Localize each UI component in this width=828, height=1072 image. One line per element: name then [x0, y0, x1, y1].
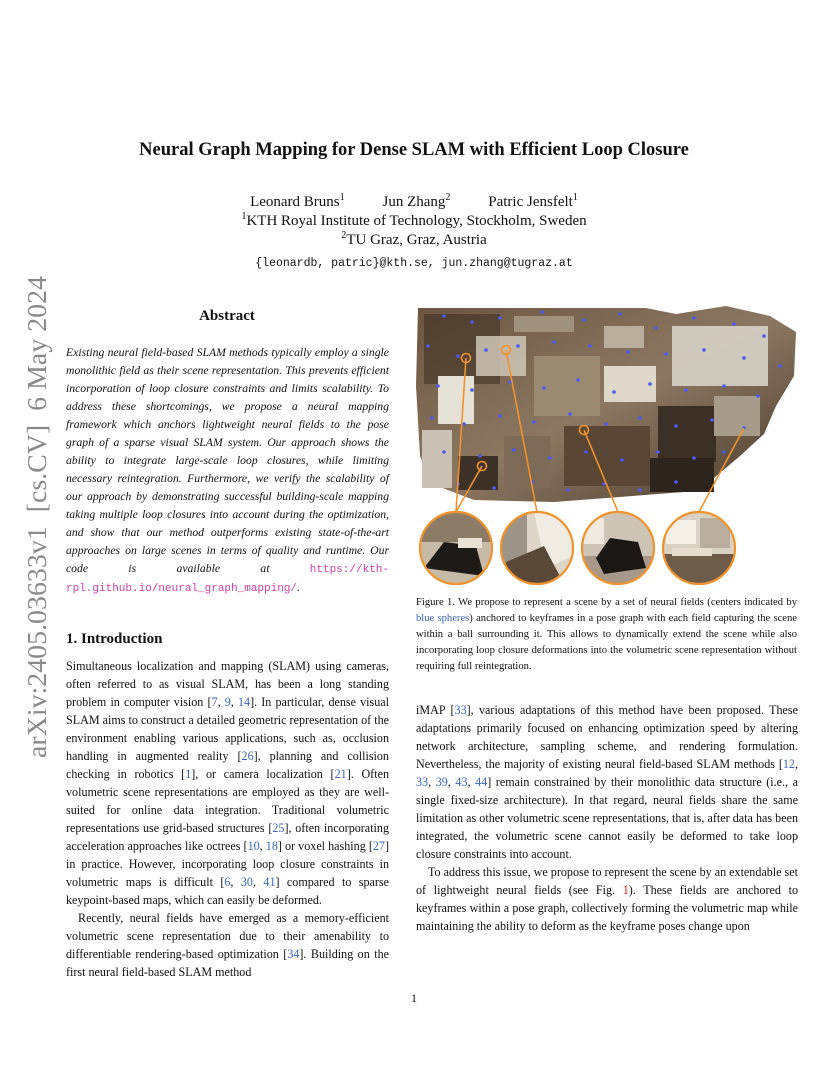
- paragraph: Recently, neural fields have emerged as a memory-efficient volumetric scene representation due to their amenability to differentiable rendering-based optimization [34]. Building on the first neural field-based SLAM method: [66, 911, 389, 979]
- citation-link[interactable]: 6: [224, 875, 231, 889]
- citation-link[interactable]: 7: [211, 695, 218, 709]
- page-number: 1: [411, 991, 417, 1005]
- paragraph: iMAP [33], various adaptations of this method have been proposed. These adaptations primarily focused on enhancing optimization speed by altering network architecture, sampling scheme, and rendering formulation. Nevertheless, the majority of existing neural field-based SLAM methods [12, 33, 39, 43, 44] remain constrained by their monolithic data structure (i.e., a single fixed-size architecture). In that regard, neural fields share the same limitation as other volumetric scene representations, that is, after data has been integrated, the volumetric scene cannot easily be deformed to take loop closure constraints into account.: [416, 703, 799, 861]
- citation-link[interactable]: 39: [435, 775, 448, 789]
- citation-link[interactable]: 33: [454, 703, 467, 717]
- author: Patric Jensfelt$^1$: [488, 192, 578, 210]
- author-list: [0, 194, 828, 211]
- intro-right-column: [416, 701, 798, 935]
- citation-link[interactable]: 44: [475, 775, 488, 789]
- citation-link[interactable]: 26: [241, 749, 254, 763]
- affiliation: $^2$TU Graz, Graz, Austria: [341, 230, 487, 248]
- intro-left-column: [66, 657, 389, 981]
- author-emails: {leonardb, patric}@kth.se, jun.zhang@tugraz.at: [255, 257, 573, 270]
- citation-link[interactable]: 12: [782, 757, 795, 771]
- abstract-heading: Abstract: [199, 308, 255, 324]
- citation-link[interactable]: 27: [372, 839, 385, 853]
- citation-link[interactable]: 43: [455, 775, 468, 789]
- citation-link[interactable]: 14: [237, 695, 251, 709]
- citation-link[interactable]: 41: [263, 875, 276, 889]
- author: Leonard Bruns$^1$: [250, 192, 345, 210]
- figure-1-caption: Figure 1. We propose to represent a scene by a set of neural fields (centers indicated by blue spheres) anchored to keyframes in a pose graph with each field capturing the scene within a ball surrounding it. This allows to dynamically extend the scene while also incorporating loop closure deformations into the volumetric scene representation without requiring full reintegration.: [416, 597, 797, 672]
- arxiv-identifier-text: arXiv:2405.03633v1 [cs.CV] 6 May 2024: [22, 291, 52, 758]
- citation-link[interactable]: 9: [224, 695, 231, 709]
- figure-1: [414, 306, 798, 588]
- citation-link[interactable]: 34: [287, 947, 300, 961]
- affiliation: $^1$KTH Royal Institute of Technology, Stockholm, Sweden: [241, 211, 587, 229]
- paragraph: To address this issue, we propose to represent the scene by an extendable set of lightweight neural fields (see Fig. 1). These fields are anchored to keyframes within a pose graph, collectively forming the volumetric map while maintaining the ability to deform as the keyframe poses change upon: [416, 865, 799, 933]
- citation-link[interactable]: 30: [240, 875, 253, 889]
- citation-link[interactable]: 25: [272, 821, 285, 835]
- figure-1-image: [414, 306, 798, 588]
- abstract-body: Existing neural field-based SLAM methods typically employ a single monolithic field as their scene representation. This prevents efficient incorporation of loop closure constraints and limits scalability. To address these shortcomings, we propose a neural mapping framework which anchors lightweight neural fields to the pose graph of a sparse visual SLAM system. Our approach shows the ability to integrate large-scale loop closures, while limiting necessary reintegration. Furthermore, we verify the scalability of our approach by demonstrating successful building-scale mapping taking multiple loop closures into account during the optimization, and show that our method outperforms existing state-of-the-art approaches on large scenes in terms of quality and runtime. Our code is available at https://kth-rpl.github.io/neural_graph_mapping/.: [66, 346, 389, 595]
- citation-link[interactable]: 18: [265, 839, 278, 853]
- author: Jun Zhang$^2$: [382, 192, 451, 210]
- citation-link[interactable]: 21: [334, 767, 347, 781]
- caption-highlight: blue spheres: [416, 613, 470, 624]
- section-heading: 1. Introduction: [66, 631, 163, 647]
- figure-ref-link[interactable]: 1: [622, 883, 629, 897]
- code-link[interactable]: https://kth-rpl.github.io/neural_graph_mapping/: [66, 564, 389, 595]
- paper-title: Neural Graph Mapping for Dense SLAM with Efficient Loop Closure: [139, 140, 689, 160]
- citation-link[interactable]: 33: [416, 775, 429, 789]
- paragraph: Simultaneous localization and mapping (SLAM) using cameras, often referred to as visual SLAM, has been a long standing problem in computer vision [7, 9, 14]. In particular, dense visual SLAM aims to construct a detailed geometric representation of the environment enabling various applications, such as, occlusion handling in augmented reality [26], planning and collision checking in robotics [1], or camera localization [21]. Often volumetric scene representations are employed as they are well-suited for online data integration. Traditional volumetric representations use grid-based structures [25], often incorporating acceleration approaches like octrees [10, 18] or voxel hashing [27] in practice. However, incorporating loop closure constraints in volumetric maps is difficult [6, 30, 41] compared to sparse keypoint-based maps, which can easily be deformed.: [66, 659, 390, 907]
- arxiv-identifier: [16, 270, 56, 760]
- scene-reconstruction: [416, 306, 796, 502]
- citation-link[interactable]: 10: [247, 839, 260, 853]
- citation-link[interactable]: 1: [185, 767, 192, 781]
